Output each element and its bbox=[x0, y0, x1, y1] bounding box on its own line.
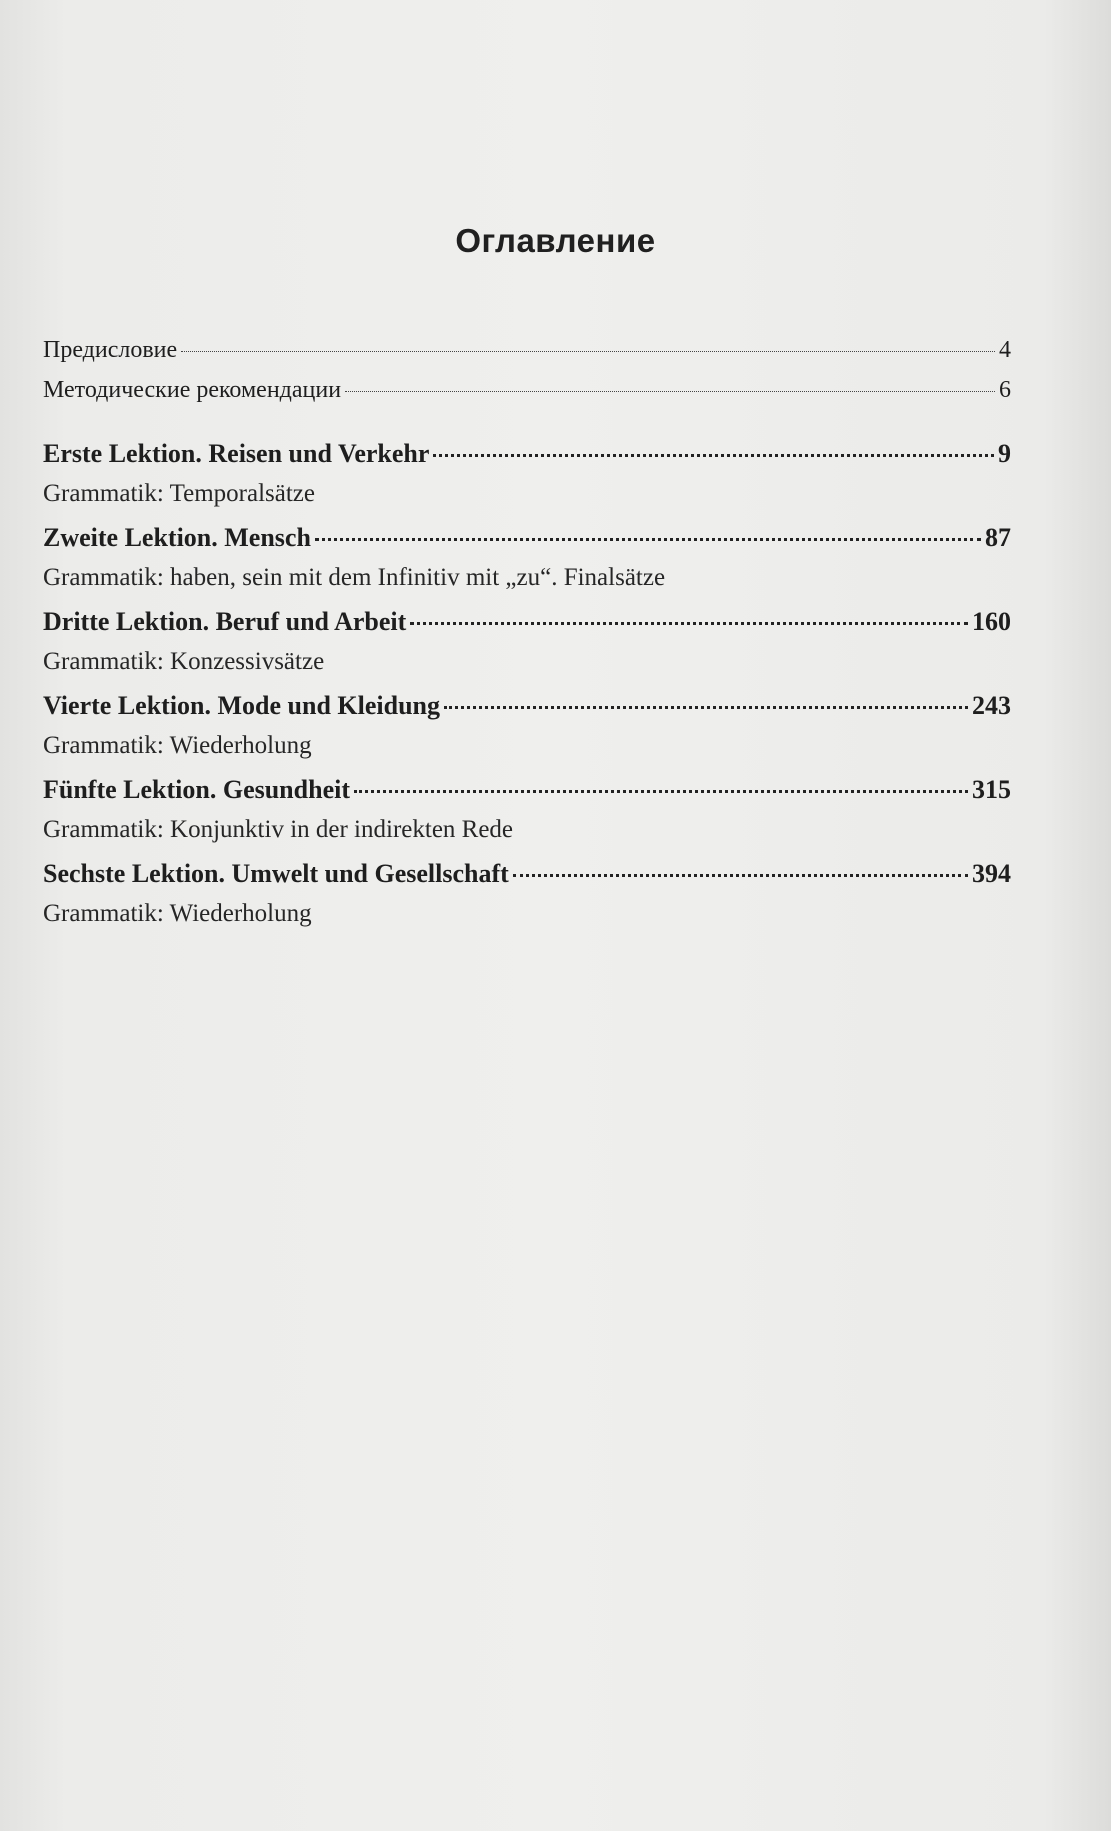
toc-lesson-grammar: Grammatik: haben, sein mit dem Infinitiv mit „zu“. Finalsätze bbox=[43, 564, 666, 591]
toc-lesson-title: Vierte Lektion. Mode und Kleidung bbox=[43, 691, 441, 720]
toc-lesson-grammar: Grammatik: Konzessivsätze bbox=[43, 648, 325, 675]
dot-leader bbox=[315, 538, 981, 541]
toc-title: Оглавление bbox=[455, 222, 656, 259]
dot-leader bbox=[354, 790, 968, 793]
toc-lesson-heading[interactable] bbox=[43, 516, 1011, 560]
toc-lesson-heading[interactable] bbox=[43, 432, 1011, 476]
toc-lesson-5 bbox=[43, 768, 1011, 852]
toc-entry-title: Методические рекомендации bbox=[43, 377, 342, 403]
dot-leader bbox=[513, 874, 968, 877]
toc-lesson-title: Erste Lektion. Reisen und Verkehr bbox=[43, 439, 430, 468]
toc-lesson-heading[interactable] bbox=[43, 684, 1011, 728]
dot-leader bbox=[345, 391, 995, 392]
toc-lesson-grammar: Grammatik: Temporalsätze bbox=[43, 480, 315, 507]
toc-lesson-3 bbox=[43, 600, 1011, 684]
toc-lesson-title: Dritte Lektion. Beruf und Arbeit bbox=[43, 607, 407, 636]
toc-lesson-title: Fünfte Lektion. Gesundheit bbox=[43, 775, 350, 804]
toc-lesson-title: Sechste Lektion. Umwelt und Gesellschaft bbox=[43, 859, 509, 888]
toc-lesson-4 bbox=[43, 684, 1011, 768]
table-of-contents bbox=[43, 330, 1011, 936]
toc-lesson-grammar: Grammatik: Wiederholung bbox=[43, 732, 312, 759]
toc-lesson-page: 87 bbox=[985, 523, 1011, 552]
toc-lesson-6 bbox=[43, 852, 1011, 936]
toc-lesson-heading[interactable] bbox=[43, 768, 1011, 812]
toc-lesson-2 bbox=[43, 516, 1011, 600]
toc-entry-preface[interactable] bbox=[43, 330, 1011, 370]
toc-lesson-page: 243 bbox=[972, 691, 1011, 720]
toc-lesson-page: 315 bbox=[972, 775, 1011, 804]
dot-leader bbox=[433, 454, 994, 457]
toc-lesson-heading[interactable] bbox=[43, 600, 1011, 644]
toc-lesson-page: 394 bbox=[972, 859, 1011, 888]
dot-leader bbox=[410, 622, 968, 625]
dot-leader bbox=[444, 706, 968, 709]
toc-lesson-heading[interactable] bbox=[43, 852, 1011, 896]
toc-entry-page: 4 bbox=[999, 337, 1011, 363]
toc-lesson-page: 160 bbox=[972, 607, 1011, 636]
toc-lesson-page: 9 bbox=[998, 439, 1011, 468]
toc-entry-methodical-recommendations[interactable] bbox=[43, 370, 1011, 410]
toc-entry-title: Предисловие bbox=[43, 337, 178, 363]
toc-lesson-title: Zweite Lektion. Mensch bbox=[43, 523, 311, 552]
toc-lesson-grammar: Grammatik: Konjunktiv in der indirekten Rede bbox=[43, 816, 514, 843]
toc-lesson-grammar: Grammatik: Wiederholung bbox=[43, 900, 312, 927]
dot-leader bbox=[181, 351, 995, 352]
toc-lesson-1 bbox=[43, 432, 1011, 516]
toc-entry-page: 6 bbox=[999, 377, 1011, 403]
